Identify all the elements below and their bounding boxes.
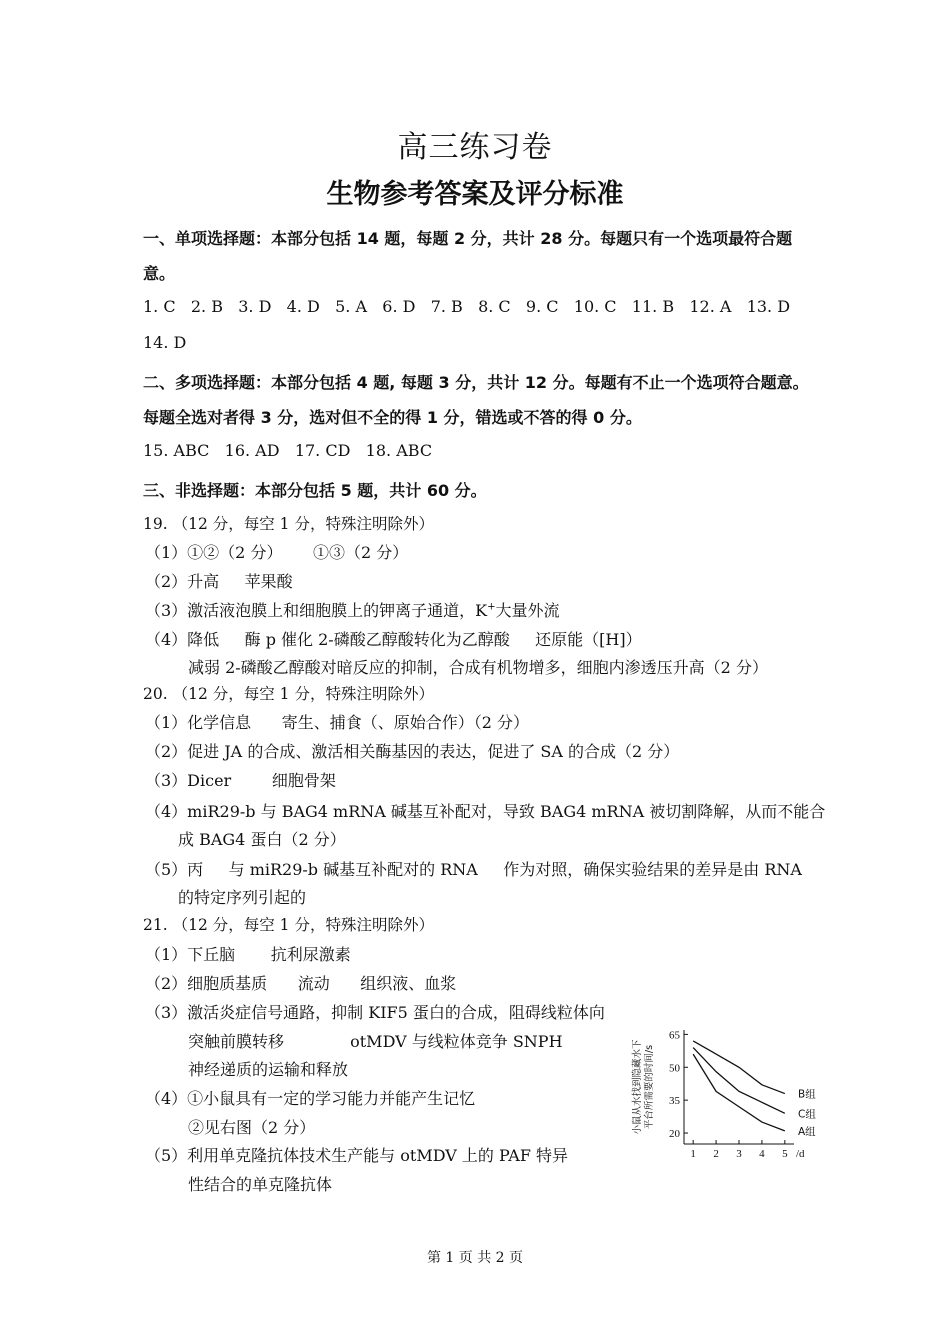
series-label: A组 [798, 1125, 816, 1138]
q20-answer-1: （1）化学信息 寄生、捕食（、原始合作）（2 分） [145, 713, 529, 732]
q19-answer-4: （4）降低 酶 p 催化 2-磷酸乙醇酸转化为乙醇酸 还原能（[H]） [145, 630, 642, 649]
q21-answer-4-cont: ②见右图（2 分） [188, 1118, 316, 1137]
y-axis-label: 平台所需要的时间/s [644, 1044, 655, 1130]
q20-answer-5: （5）丙 与 miR29-b 碱基互补配对的 RNA 作为对照，确保实验结果的差异是由 RNA [145, 860, 802, 879]
page-footer: 第 1 页 共 2 页 [426, 1250, 524, 1266]
series-label: B组 [798, 1088, 816, 1101]
q21-answer-3: （3）激活炎症信号通路，抑制 KIF5 蛋白的合成，阻碍线粒体向 [145, 1003, 605, 1022]
learning-curve-chart [628, 1022, 828, 1172]
x-axis-label: /d [796, 1148, 805, 1160]
x-tick-label: 1 [690, 1148, 696, 1160]
x-tick-label: 5 [782, 1148, 788, 1160]
series-label: C组 [798, 1108, 816, 1121]
series-line [693, 1048, 785, 1114]
x-tick-label: 2 [713, 1148, 719, 1160]
q20-heading: 20. （12 分，每空 1 分，特殊注明除外） [143, 685, 434, 703]
y-tick-label: 20 [669, 1128, 680, 1141]
page-subtitle: 生物参考答案及评分标准 [326, 179, 624, 210]
page-title: 高三练习卷 [397, 130, 553, 165]
q21-answer-5-cont: 性结合的单克隆抗体 [188, 1175, 333, 1194]
series-line [693, 1041, 785, 1094]
q19-answer-1: （1）①②（2 分） ①③（2 分） [145, 543, 409, 562]
q21-heading: 21. （12 分，每空 1 分，特殊注明除外） [143, 916, 434, 934]
q21-answer-4: （4）①小鼠具有一定的学习能力并能产生记忆 [145, 1089, 476, 1108]
section1-answers-cont: 14. D [143, 333, 187, 352]
section1-answers: 1. C 2. B 3. D 4. D 5. A 6. D 7. B 8. C 9. C 10. C 11. B 12. A 13. D [143, 297, 791, 316]
section1-heading-cont: 意。 [143, 264, 176, 283]
q20-answer-3: （3）Dicer 细胞骨架 [145, 771, 336, 790]
y-tick-label: 65 [669, 1029, 680, 1042]
q21-answer-1: （1）下丘脑 抗利尿激素 [145, 945, 351, 964]
q21-answer-3-cont: 突触前膜转移 otMDV 与线粒体竞争 SNPH [188, 1032, 563, 1051]
section2-heading-cont: 每题全选对者得 3 分，选对但不全的得 1 分，错选或不答的得 0 分。 [143, 408, 642, 427]
q20-answer-4: （4）miR29-b 与 BAG4 mRNA 碱基互补配对，导致 BAG4 mRNA 被切割降解，从而不能合 [145, 802, 826, 821]
q19-answer-2: （2）升高 苹果酸 [145, 572, 293, 591]
section1-heading: 一、单项选择题：本部分包括 14 题，每题 2 分，共计 28 分。每题只有一个选项最符合题 [143, 229, 793, 248]
section3-heading: 三、非选择题：本部分包括 5 题，共计 60 分。 [143, 481, 487, 500]
x-tick-label: 4 [759, 1148, 765, 1160]
x-tick-label: 3 [736, 1148, 742, 1160]
q19-answer-4-cont: 减弱 2-磷酸乙醇酸对暗反应的抑制，合成有机物增多，细胞内渗透压升高（2 分） [188, 658, 768, 677]
q20-answer-5-cont: 的特定序列引起的 [178, 888, 307, 907]
y-axis-label: 小鼠从水找到隐藏水下 [632, 1039, 643, 1135]
section2-answers: 15. ABC 16. AD 17. CD 18. ABC [143, 441, 433, 460]
q20-answer-2: （2）促进 JA 的合成、激活相关酶基因的表达，促进了 SA 的合成（2 分） [145, 742, 680, 761]
y-tick-label: 35 [669, 1095, 680, 1108]
section2-heading: 二、多项选择题：本部分包括 4 题, 每题 3 分，共计 12 分。每题有不止一个选项符合题意。 [143, 373, 809, 392]
series-line [693, 1054, 785, 1131]
y-tick-label: 50 [669, 1062, 680, 1075]
q21-answer-3-cont2: 神经递质的运输和释放 [188, 1060, 349, 1079]
q19-heading: 19. （12 分，每空 1 分，特殊注明除外） [143, 515, 434, 533]
q20-answer-4-cont: 成 BAG4 蛋白（2 分） [178, 830, 346, 849]
q21-answer-2: （2）细胞质基质 流动 组织液、血浆 [145, 974, 457, 993]
q19-answer-3: （3）激活液泡膜上和细胞膜上的钾离子通道，K+大量外流 [145, 601, 560, 620]
q21-answer-5: （5）利用单克隆抗体技术生产能与 otMDV 上的 PAF 特异 [145, 1146, 569, 1165]
